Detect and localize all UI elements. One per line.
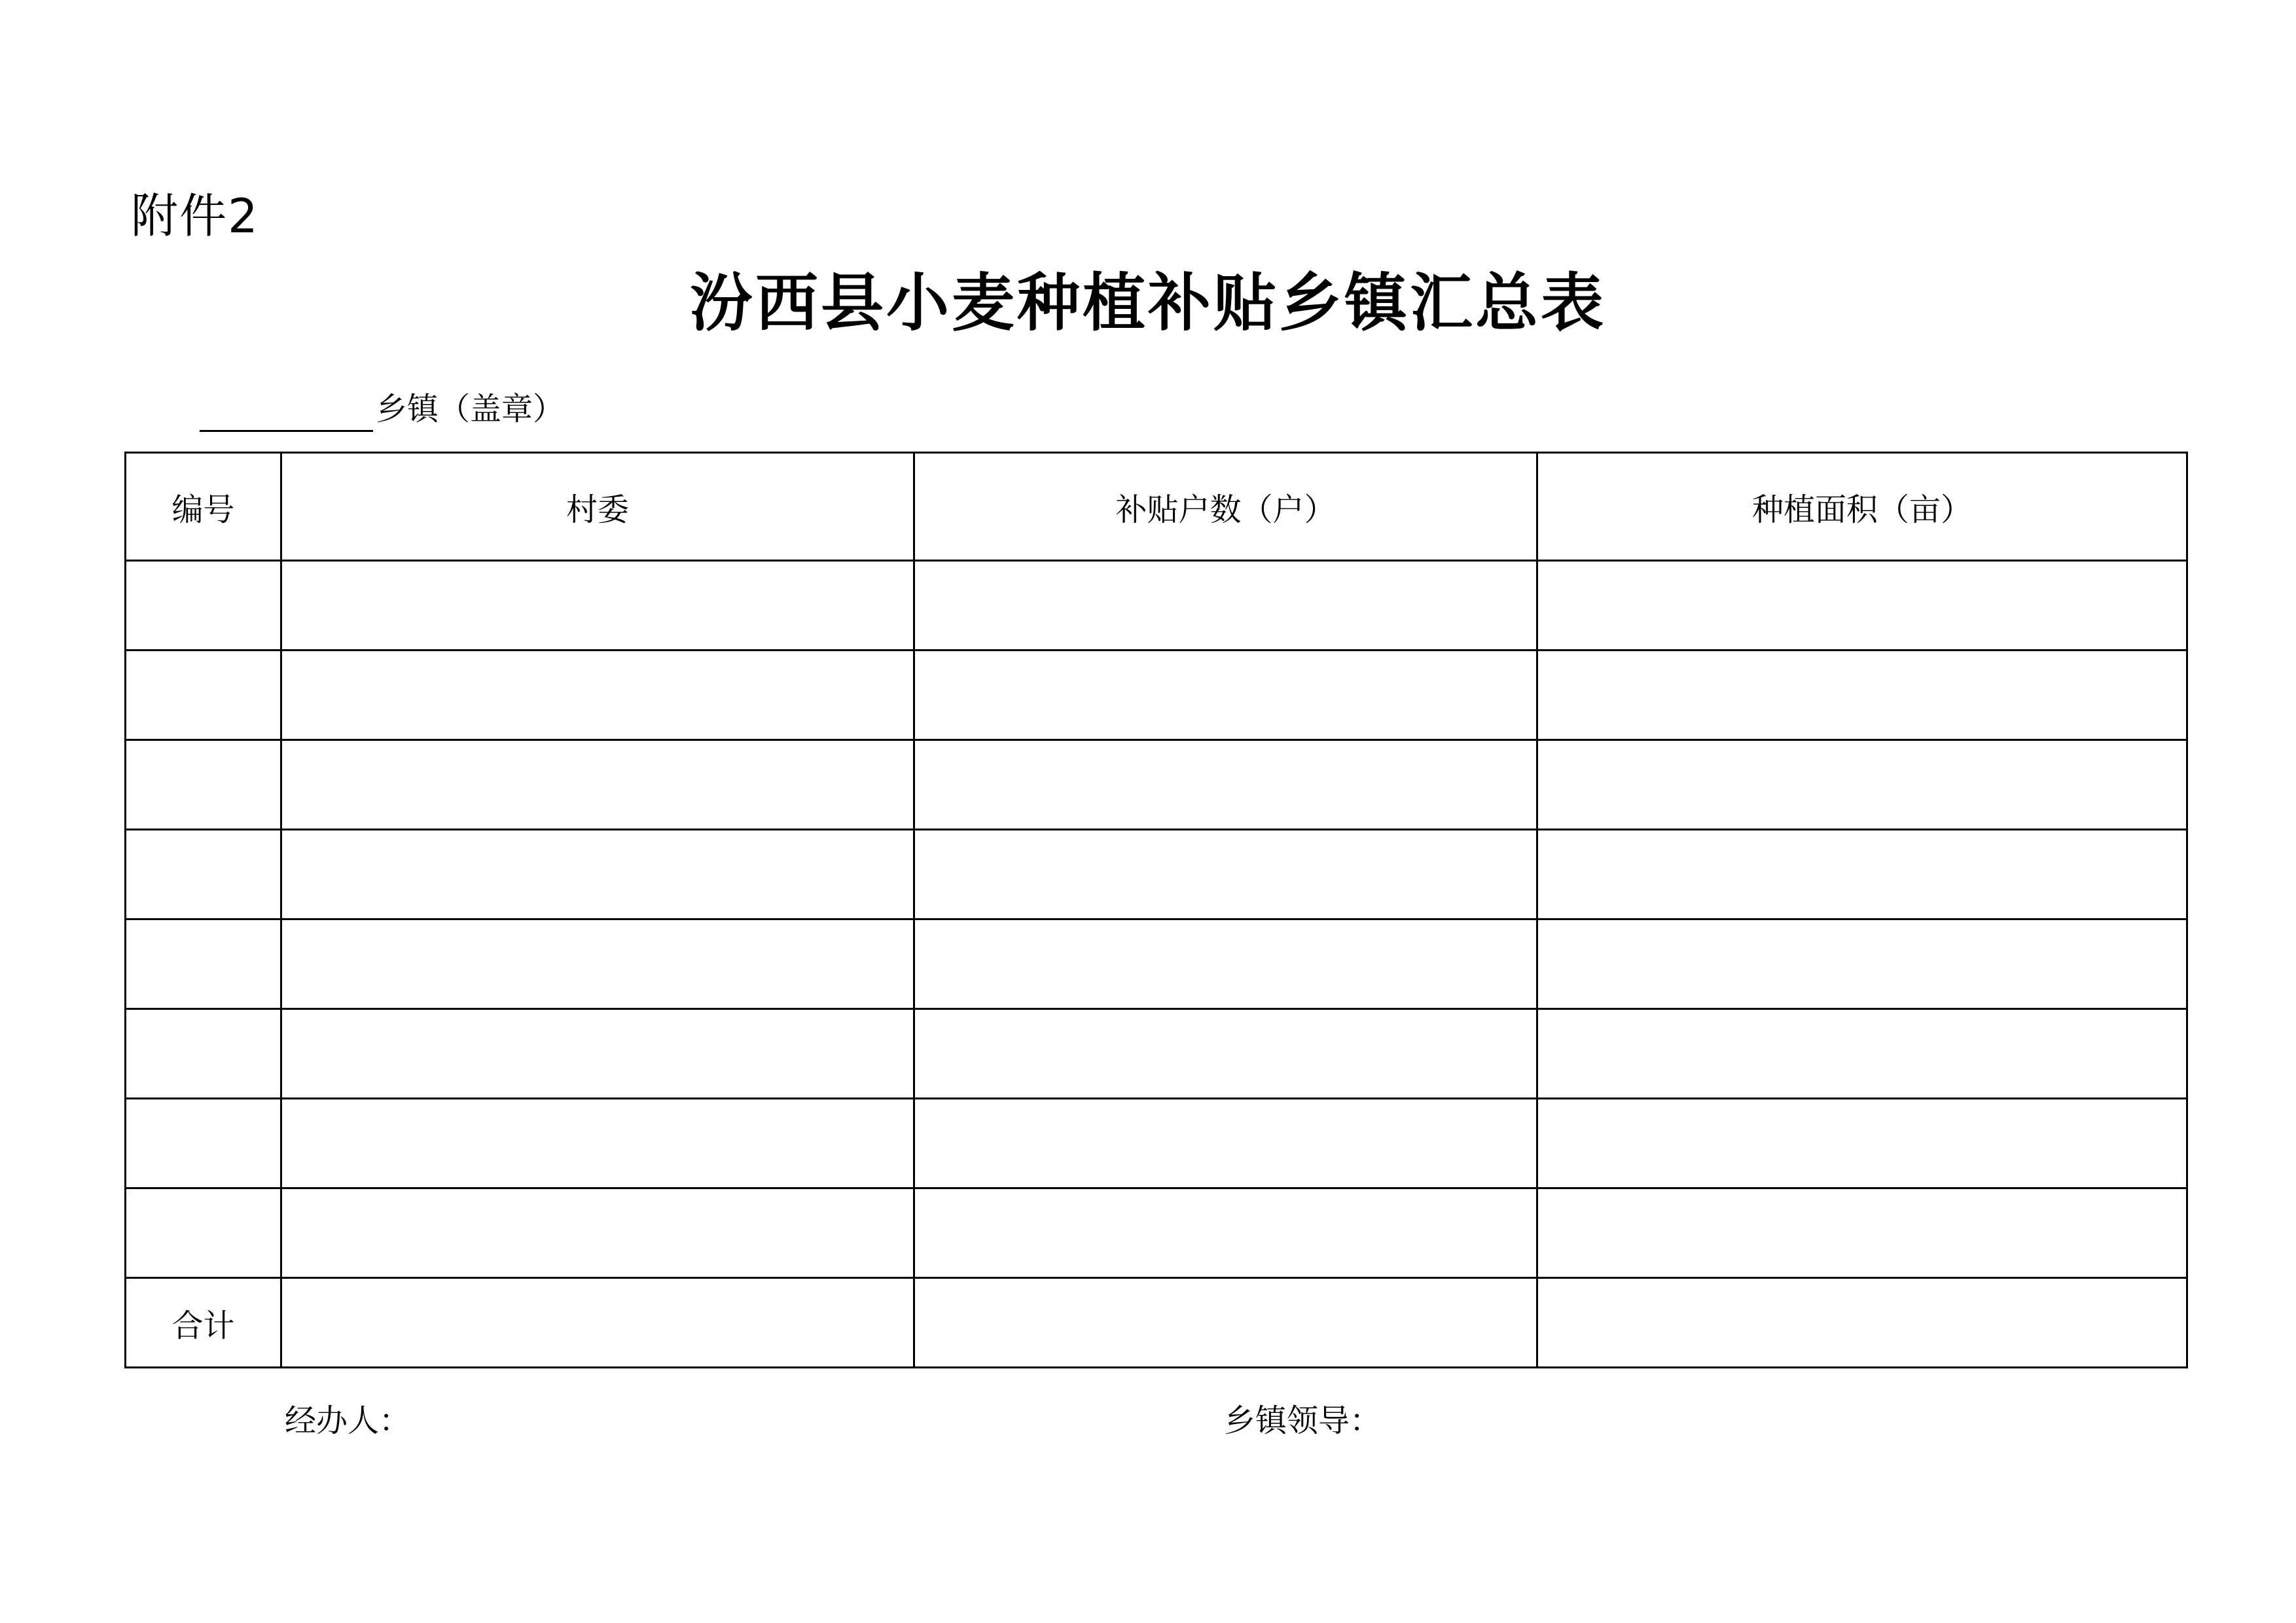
cell-village-committee[interactable] [281,740,914,830]
header-village-committee: 村委 [281,453,914,561]
header-number: 编号 [126,453,281,561]
cell-subsidy-households[interactable] [914,651,1537,740]
cell-planting-area[interactable] [1537,561,2187,651]
cell-number[interactable] [126,561,281,651]
cell-planting-area[interactable] [1537,919,2187,1009]
town-leader-signature-label: 乡镇领导： [1224,1402,1382,1439]
cell-planting-area[interactable] [1537,1099,2187,1188]
cell-village-committee[interactable] [281,919,914,1009]
cell-planting-area[interactable] [1537,1009,2187,1099]
town-stamp-line [200,383,564,432]
attachment-label: 附件2 [131,188,259,243]
cell-number[interactable] [126,1188,281,1278]
table-row [126,919,2187,1009]
cell-village-committee[interactable] [281,561,914,651]
town-name-blank-field[interactable] [200,389,373,432]
town-stamp-label: 乡镇（盖章） [376,391,565,427]
cell-village-committee[interactable] [281,830,914,919]
cell-number[interactable] [126,830,281,919]
cell-subsidy-households[interactable] [914,1099,1537,1188]
total-planting-area[interactable] [1537,1278,2187,1368]
table-row [126,1188,2187,1278]
cell-subsidy-households[interactable] [914,1188,1537,1278]
table-row [126,651,2187,740]
cell-village-committee[interactable] [281,651,914,740]
table-row [126,740,2187,830]
table-row [126,1099,2187,1188]
total-village-committee[interactable] [281,1278,914,1368]
cell-planting-area[interactable] [1537,651,2187,740]
summary-table [124,452,2188,1368]
cell-subsidy-households[interactable] [914,561,1537,651]
table-row [126,1009,2187,1099]
header-planting-area: 种植面积（亩） [1537,453,2187,561]
cell-village-committee[interactable] [281,1009,914,1099]
cell-planting-area[interactable] [1537,1188,2187,1278]
cell-number[interactable] [126,1009,281,1099]
cell-village-committee[interactable] [281,1099,914,1188]
total-row [126,1278,2187,1368]
total-subsidy-households[interactable] [914,1278,1537,1368]
cell-planting-area[interactable] [1537,740,2187,830]
cell-number[interactable] [126,1099,281,1188]
cell-subsidy-households[interactable] [914,919,1537,1009]
table-header-row [126,453,2187,561]
table-row [126,561,2187,651]
cell-planting-area[interactable] [1537,830,2187,919]
cell-subsidy-households[interactable] [914,830,1537,919]
cell-number[interactable] [126,919,281,1009]
cell-subsidy-households[interactable] [914,740,1537,830]
table-row [126,830,2187,919]
header-subsidy-households: 补贴户数（户） [914,453,1537,561]
total-label: 合计 [126,1278,281,1368]
document-title: 汾西县小麦种植补贴乡镇汇总表 [690,266,1606,340]
cell-number[interactable] [126,651,281,740]
cell-village-committee[interactable] [281,1188,914,1278]
handler-signature-label: 经办人： [285,1402,411,1439]
cell-subsidy-households[interactable] [914,1009,1537,1099]
cell-number[interactable] [126,740,281,830]
